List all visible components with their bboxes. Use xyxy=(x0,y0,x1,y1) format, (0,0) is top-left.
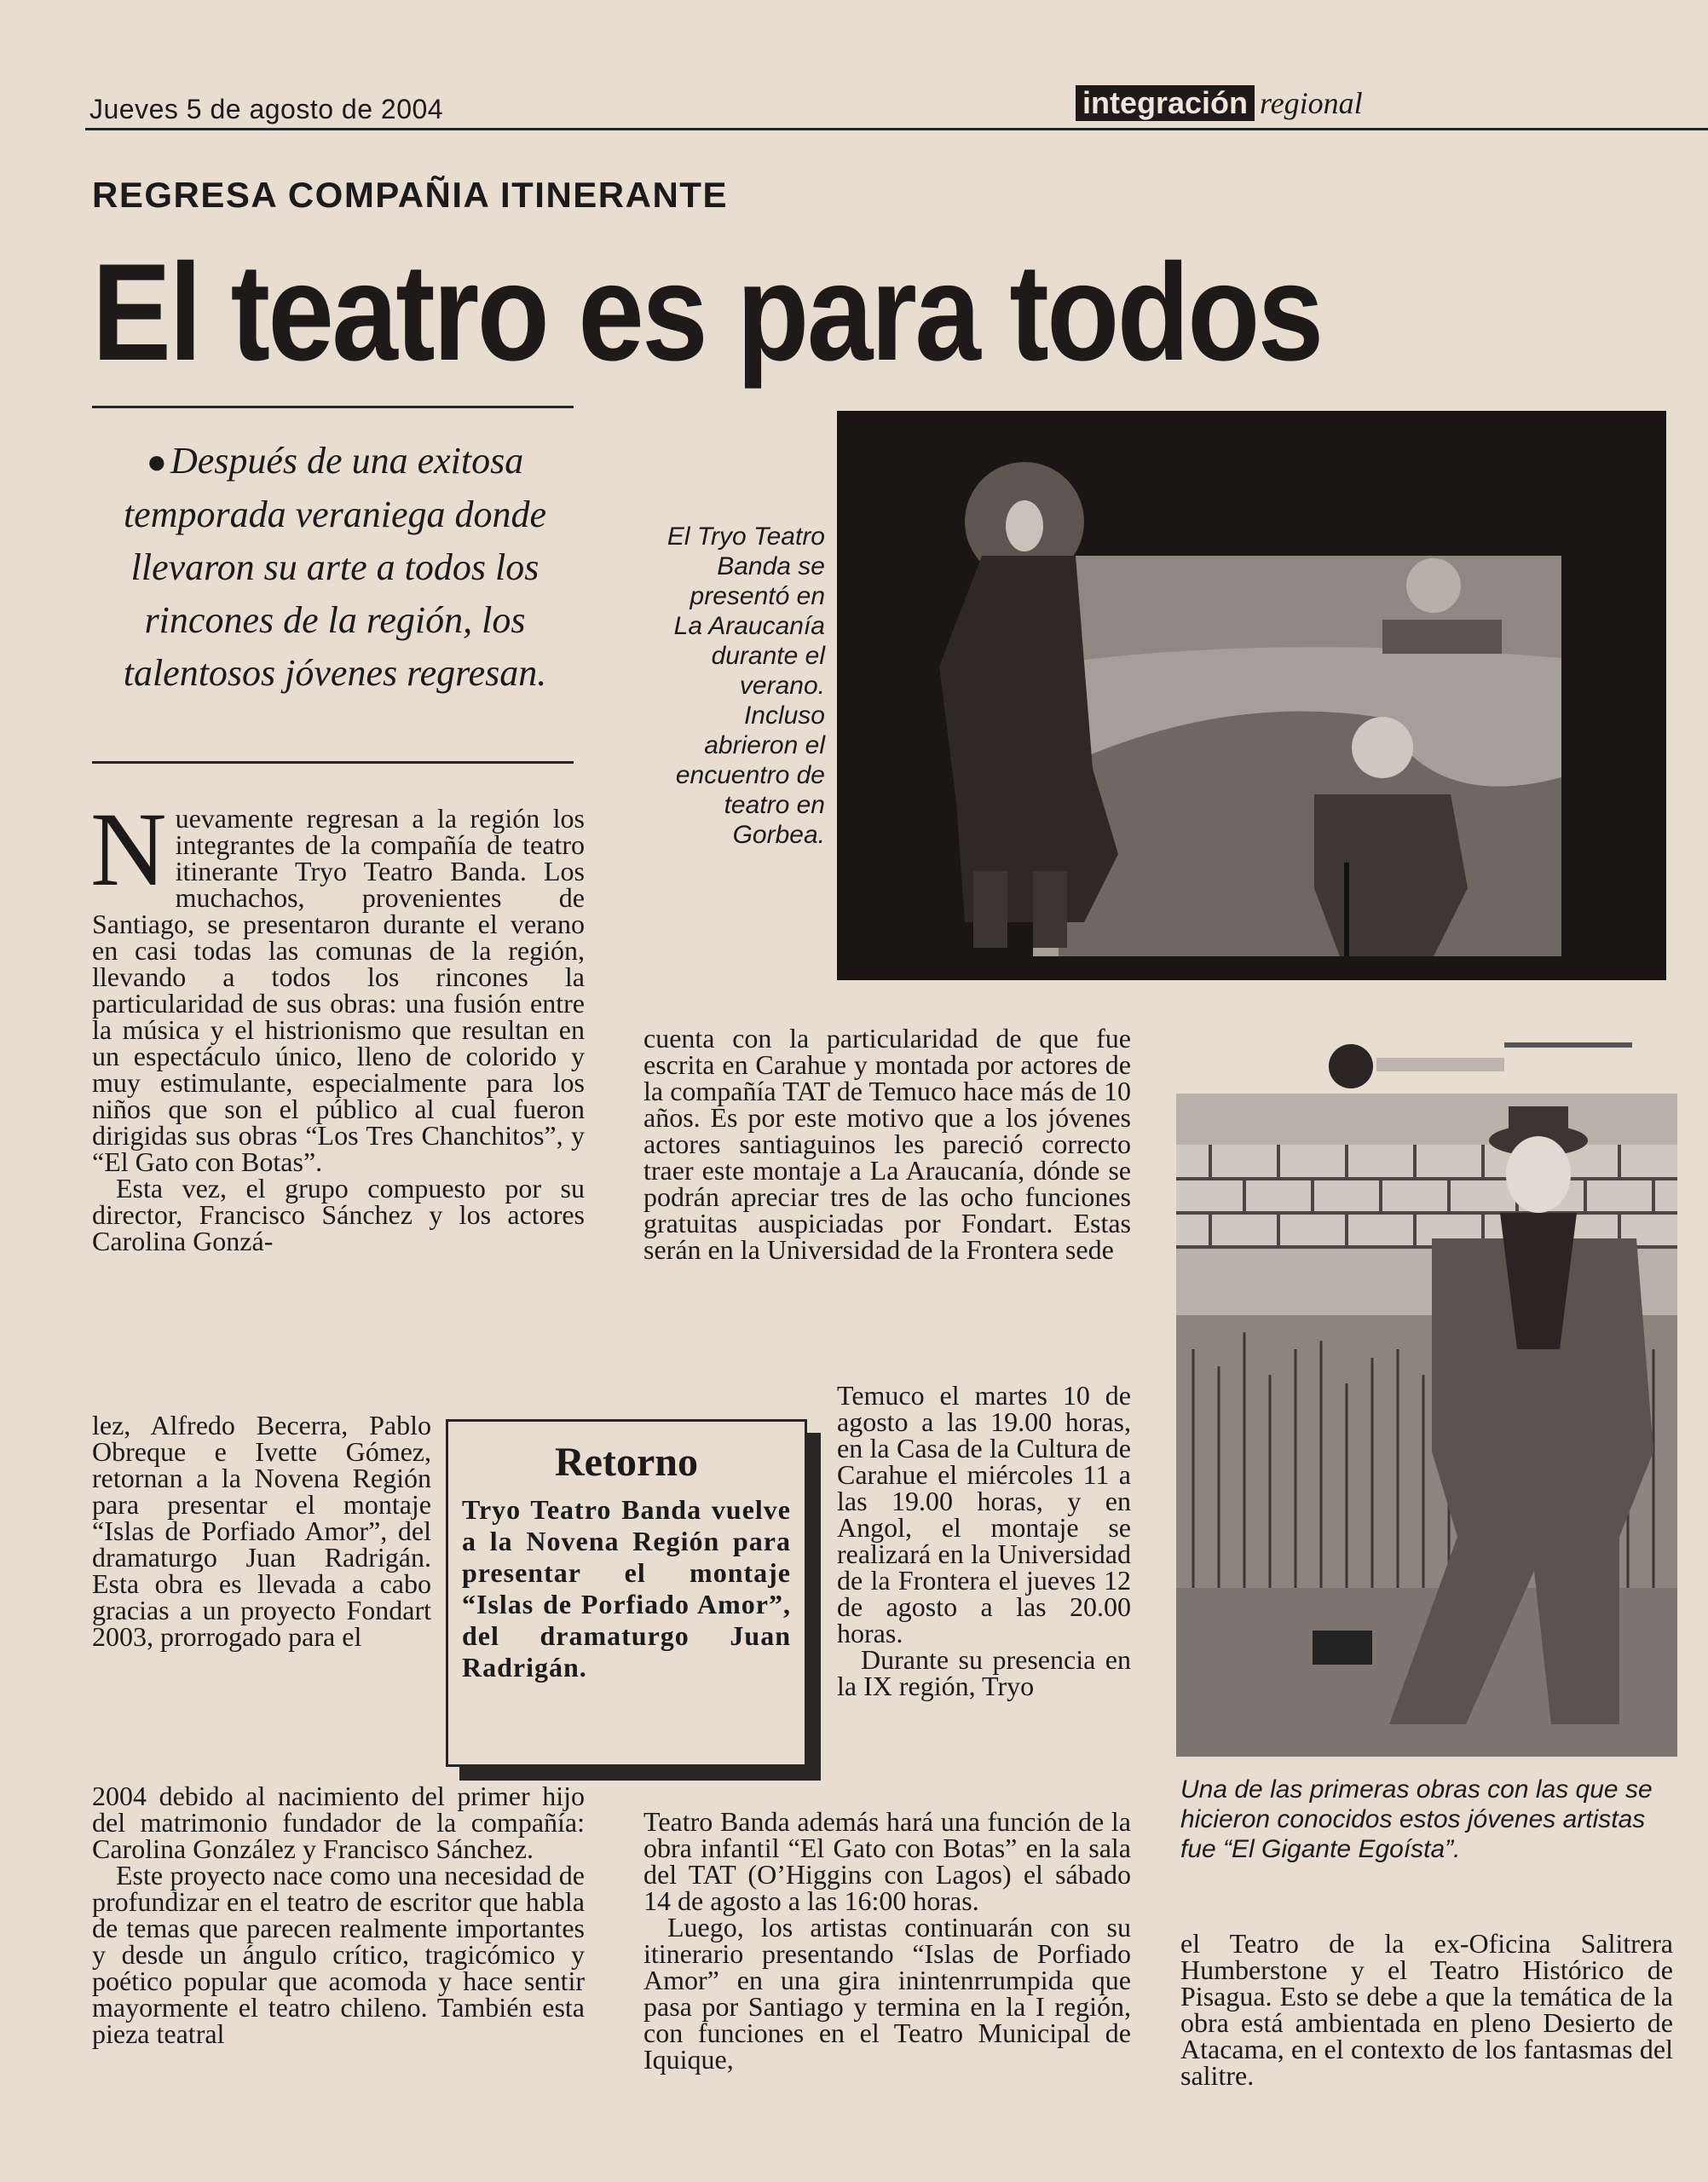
col1-paragraph-2c: 2004 debido al nacimiento del primer hijo del matrimonio fundador de la compañía: Carolina González y Francisco Sánchez. xyxy=(92,1781,585,1864)
photo-puppeteer xyxy=(1317,1034,1641,1094)
photo-stage-performance xyxy=(837,411,1666,980)
column-1-bottom xyxy=(92,1783,585,2047)
col1-paragraph-2a: Esta vez, el grupo compuesto por su director, Francisco Sánchez y los actores Carolina Gonzá- xyxy=(92,1173,585,1256)
column-1-narrow xyxy=(92,1412,431,1650)
col1-paragraph-3: Este proyecto nace como una necesidad de profundizar en el teatro de escritor que habla de temas que parecen realmente importantes y desde un ángulo crítico, tragicómico y poético popular que acomoda y hace sentir mayormente el teatro chileno. También esta pieza teatral xyxy=(92,1860,585,2049)
col2-paragraph-1-cont: Temuco el martes 10 de agosto a las 19.00 horas, en la Casa de la Cultura de Carahue el miércoles 11 a las 19.00 horas, y en Angol, el montaje se realizará en la Universidad de la Frontera el jueves 12 de agosto a las 20.00 horas. xyxy=(837,1380,1131,1648)
column-2-top xyxy=(643,1025,1131,1263)
lead-text: Después de una exitosa temporada veraniega donde llevaron su arte a todos los rincones de la región, los talentosos jóvenes regresan. xyxy=(123,440,547,694)
col2-paragraph-3: Luego, los artistas continuarán con su itinerario presentando “Islas de Porfiado Amor” en una gira inintenrrumpida que pasa por Santiago y termina en la I región, con funciones en el Teatro Municipal de Iquique, xyxy=(643,1912,1131,2075)
col1-paragraph-1: uevamente regresan a la región los integrantes de la compañía de teatro itinerante Tryo Teatro Banda. Los muchachos, provenientes de Santiago, se presentaron durante el verano en casi todas las comunas de la región, llevando a todos los rincones la particularidad de sus obras: una fusión entre la música y el histrionismo que resultan en un espectáculo único, lleno de colorido y muy estimulante, especialmente para los niños que son el público al cual fueron dirigidas sus obras “Los Tres Chanchitos”, y “El Gato con Botas”. xyxy=(92,803,585,1177)
sidebar-title: Retorno xyxy=(555,1440,698,1485)
column-2-bottom xyxy=(643,1806,1131,2075)
photo-caption-1: El Tryo Teatro Banda se presentó en La Araucanía durante el verano. Incluso abrieron el encuentro de teatro en Gorbea. xyxy=(666,522,825,849)
column-1-top xyxy=(90,791,585,1256)
dropcap: N xyxy=(90,791,167,908)
col3-paragraph: el Teatro de la ex-Oficina Salitrera Humberstone y el Teatro Histórico de Pisagua. Esto se debe a que la temática de la obra está ambientada en pleno Desierto de Atacama, en el contexto de los fantasmas del salitre. xyxy=(1180,1928,1673,2091)
headline: El teatro es para todos xyxy=(92,235,1322,390)
sidebar-text: Tryo Teatro Banda vuelve a la Novena Región para presentar el montaje “Islas de Porfiado Amor”, del dramaturgo Juan Radrigán. xyxy=(462,1494,791,1683)
section-label-rest: regional xyxy=(1260,86,1363,120)
lead-top-rule xyxy=(92,406,574,408)
lead-deck xyxy=(92,435,578,700)
section-label xyxy=(1076,85,1363,121)
col2-paragraph-1: cuenta con la particularidad de que fue escrita en Carahue y montada por actores de la compañía TAT de Temuco hace más de 10 años. Es por este motivo que a los jóvenes actores santiaguinos les pareció correcto traer este montaje a La Araucanía, dónde se podrán apreciar tres de las ocho funciones gratuitas auspiciadas por Fondart. Estas serán en la Universidad de la Frontera sede xyxy=(643,1023,1131,1265)
photo-giant-character xyxy=(1176,1094,1677,1757)
issue-date: Jueves 5 de agosto de 2004 xyxy=(89,94,444,124)
kicker: REGRESA COMPAÑIA ITINERANTE xyxy=(92,175,728,215)
col1-paragraph-2b: lez, Alfredo Becerra, Pablo Obreque e Ivette Gómez, retornan a la Novena Región para presentar el montaje “Islas de Porfiado Amor”, del dramaturgo Juan Radrigán. Esta obra es llevada a cabo gracias a un proyecto Fondart 2003, prorrogado para el xyxy=(92,1410,431,1652)
column-2-right xyxy=(837,1380,1131,1701)
bullet-icon: ● xyxy=(146,442,167,481)
header-rule xyxy=(85,128,1708,130)
col2-paragraph-2-cont: Teatro Banda además hará una función de la obra infantil “El Gato con Botas” en la sala del TAT (O’Higgins con Lagos) el sábado 14 de agosto a las 16:00 horas. xyxy=(643,1806,1131,1916)
section-label-box: integración xyxy=(1076,85,1255,121)
lead-bottom-rule xyxy=(92,761,574,764)
sidebar-retorno xyxy=(446,1419,807,1767)
col2-paragraph-2: Durante su presencia en la IX región, Tryo xyxy=(837,1644,1131,1701)
photo-caption-2: Una de las primeras obras con las que se hicieron conocidos estos jóvenes artistas fue “El Gigante Egoísta”. xyxy=(1180,1775,1653,1863)
column-3 xyxy=(1180,1928,1673,2091)
